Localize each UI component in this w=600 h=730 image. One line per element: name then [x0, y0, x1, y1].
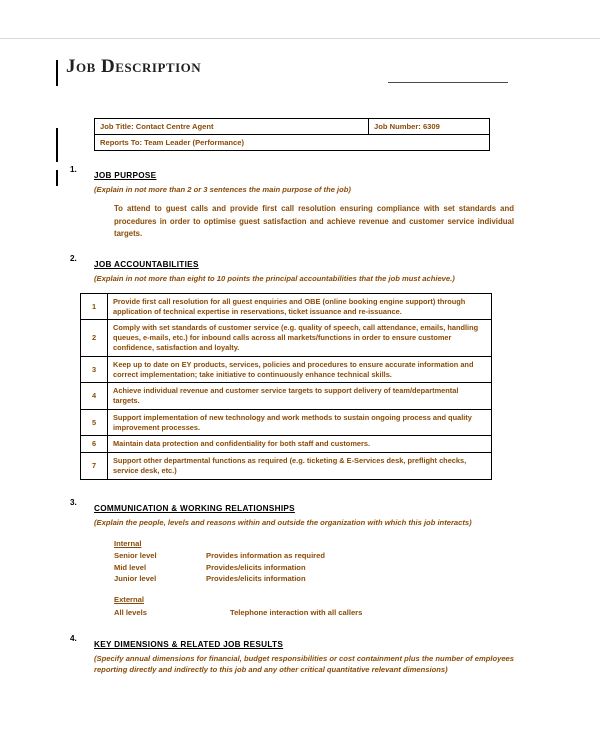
section-job-accountabilities [66, 254, 526, 480]
row-number: 7 [81, 453, 108, 480]
section-body: To attend to guest calls and provide first call resolution ensuring compliance with set standards and procedures in order to optimise guest satisfaction and achieve revenue and customer service individual targets. [114, 204, 514, 238]
row-text: Support implementation of new technology and work methods to sustain ongoing process and quality improvement processes. [108, 409, 492, 436]
table-row [95, 119, 490, 135]
header-divider [0, 38, 600, 39]
row-number: 2 [81, 320, 108, 356]
title-rule [388, 82, 508, 83]
relationship-value: Provides/elicits information [206, 562, 306, 572]
job-info-table [94, 118, 490, 151]
row-text: Provide first call resolution for all guest enquiries and OBE (online booking engine support) through application of technical expertise in reservations, ticket issuance and re-issuance. [108, 293, 492, 320]
list-item [114, 573, 526, 584]
section-key-dimensions [66, 634, 526, 675]
relationship-value: Provides/elicits information [206, 574, 306, 584]
table-row [81, 293, 492, 320]
table-row [81, 383, 492, 410]
section-heading: KEY DIMENSIONS & RELATED JOB RESULTS [94, 640, 284, 650]
relationship-value: Provides information as required [206, 551, 325, 561]
list-item [114, 607, 526, 618]
row-number: 3 [81, 356, 108, 383]
section-heading: JOB PURPOSE [94, 171, 157, 181]
section-heading: COMMUNICATION & WORKING RELATIONSHIPS [94, 503, 295, 513]
reports-to-cell: Reports To: Team Leader (Performance) [95, 135, 490, 151]
change-bar-title [56, 60, 58, 86]
table-row [95, 135, 490, 151]
table-row [81, 436, 492, 453]
relationships-block [114, 538, 526, 618]
relationship-label: Mid level [114, 562, 147, 572]
spacer [114, 584, 526, 594]
change-bar-info [56, 128, 58, 162]
relationship-label: All levels [114, 607, 147, 617]
section-heading: JOB ACCOUNTABILITIES [94, 259, 199, 269]
table-row [81, 453, 492, 480]
section-number: 4. [70, 634, 77, 644]
section-instruction: (Explain in not more than 2 or 3 sentences the main purpose of the job) [94, 185, 351, 195]
job-number-cell: Job Number: 6309 [369, 119, 490, 135]
accountabilities-table [80, 293, 492, 480]
row-text: Comply with set standards of customer service (e.g. quality of speech, call attendance, emails, handling queues, e-mails, etc.) for inbound calls across all markets/functions in order to ensure customer confidence, satisfaction and loyalty. [108, 320, 492, 356]
section-number: 3. [70, 497, 77, 507]
document-body [66, 52, 526, 675]
external-heading: External [114, 595, 144, 605]
table-row [81, 356, 492, 383]
change-bar-body [56, 170, 58, 186]
relationship-value: Telephone interaction with all callers [230, 607, 363, 617]
section-instruction: (Specify annual dimensions for financial, budget responsibilities or cost containment plus the number of employees reporting directly and indirectly to this job and any other critical quantitative relevant dimensions) [94, 654, 514, 674]
row-number: 4 [81, 383, 108, 410]
section-number: 2. [70, 253, 77, 263]
relationship-label: Senior level [114, 551, 157, 561]
row-text: Keep up to date on EY products, services, policies and procedures to ensure accurate information and correct implementation; take initiative to continuously enhance technical skills. [108, 356, 492, 383]
table-row [81, 409, 492, 436]
section-job-purpose [66, 165, 526, 239]
relationship-label: Junior level [114, 574, 157, 584]
section-number: 1. [70, 165, 77, 175]
table-row [81, 320, 492, 356]
row-text: Maintain data protection and confidentiality for both staff and customers. [108, 436, 492, 453]
list-item [114, 550, 526, 561]
row-text: Achieve individual revenue and customer service targets to support delivery of team/departmental targets. [108, 383, 492, 410]
internal-heading: Internal [114, 538, 142, 548]
section-instruction: (Explain in not more than eight to 10 points the principal accountabilities that the job must achieve.) [94, 273, 455, 283]
row-number: 1 [81, 293, 108, 320]
section-communication-relationships [66, 498, 526, 619]
row-number: 6 [81, 436, 108, 453]
section-instruction: (Explain the people, levels and reasons within and outside the organization with which this job interacts) [94, 517, 472, 527]
row-number: 5 [81, 409, 108, 436]
page-title: Job Description [66, 56, 202, 77]
row-text: Support other departmental functions as required (e.g. ticketing & E-Services desk, preflight checks, service desk, etc.) [108, 453, 492, 480]
list-item [114, 562, 526, 573]
job-title-cell: Job Title: Contact Centre Agent [95, 119, 369, 135]
